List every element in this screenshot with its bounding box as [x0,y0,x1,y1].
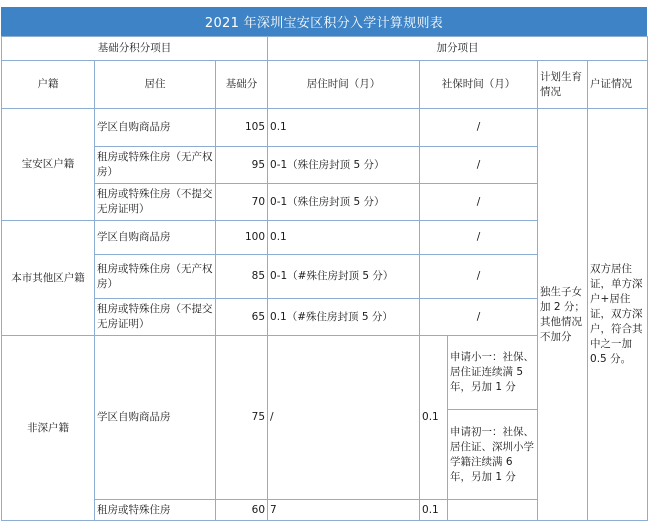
base-score-cell: 100 [216,221,268,255]
base-score-cell: 70 [216,184,268,221]
base-score-cell: 105 [216,109,268,147]
hukou-status-note: 双方居住证，单方深户+居住证，双方深户，符合其中之一加 0.5 分。 [588,109,648,521]
junior-school-note: 申请初一：社保、居住证、深圳小学学籍注续满 6 年，另加 1 分 [448,410,538,500]
primary-school-note: 申请小一：社保、居住证连续满 5 年，另加 1 分 [448,336,538,410]
group-header-bonus: 加分项目 [268,37,648,61]
base-score-cell: 60 [216,500,268,521]
residence-time-cell: 0.1 [268,109,420,147]
hukou-cell: 本市其他区户籍 [2,221,95,336]
residence-cell: 租房或特殊住房（不提交无房证明） [95,299,216,336]
residence-cell: 租房或特殊住房 [95,500,216,521]
base-score-cell: 95 [216,147,268,184]
residence-cell: 租房或特殊住房（无产权房） [95,147,216,184]
social-security-cell: / [420,184,538,221]
residence-time-cell: 7 [268,500,420,521]
residence-cell: 学区自购商品房 [95,336,216,500]
residence-cell: 学区自购商品房 [95,109,216,147]
empty-note-cell [448,500,538,521]
residence-time-cell: 0-1（殊住房封顶 5 分） [268,184,420,221]
group-header-row [2,37,648,61]
col-header-base-score: 基础分 [216,61,268,109]
residence-time-cell: 0-1（#殊住房封顶 5 分） [268,255,420,299]
base-score-cell: 65 [216,299,268,336]
residence-cell: 租房或特殊住房（无产权房） [95,255,216,299]
base-score-cell: 75 [216,336,268,500]
col-header-residence-time: 居住时间（月） [268,61,420,109]
score-table [1,36,648,521]
hukou-cell: 宝安区户籍 [2,109,95,221]
col-header-social-security-time: 社保时间（月） [420,61,538,109]
social-security-cell: / [420,299,538,336]
residence-cell: 租房或特殊住房（不提交无房证明） [95,184,216,221]
residence-time-cell: / [268,336,420,500]
residence-cell: 学区自购商品房 [95,221,216,255]
social-security-value-cell: 0.1 [420,500,448,521]
social-security-cell: / [420,147,538,184]
social-security-cell: / [420,109,538,147]
family-planning-note: 独生子女加 2 分；其他情况不加分 [538,109,588,521]
hukou-cell: 非深户籍 [2,336,95,521]
residence-time-cell: 0-1（殊住房封顶 5 分） [268,147,420,184]
table-row [2,109,648,147]
col-header-hukou-status: 户证情况 [588,61,648,109]
social-security-cell: / [420,221,538,255]
base-score-cell: 85 [216,255,268,299]
residence-time-cell: 0.1 [268,221,420,255]
col-header-hukou: 户籍 [2,61,95,109]
social-security-value-cell: 0.1 [420,336,448,500]
group-header-basic: 基础分积分项目 [2,37,268,61]
table-title: 2021 年深圳宝安区积分入学计算规则表 [1,7,647,36]
social-security-cell: / [420,255,538,299]
residence-time-cell: 0.1（#殊住房封顶 5 分） [268,299,420,336]
col-header-residence: 居住 [95,61,216,109]
col-header-family-planning: 计划生育情况 [538,61,588,109]
column-header-row [2,61,648,109]
